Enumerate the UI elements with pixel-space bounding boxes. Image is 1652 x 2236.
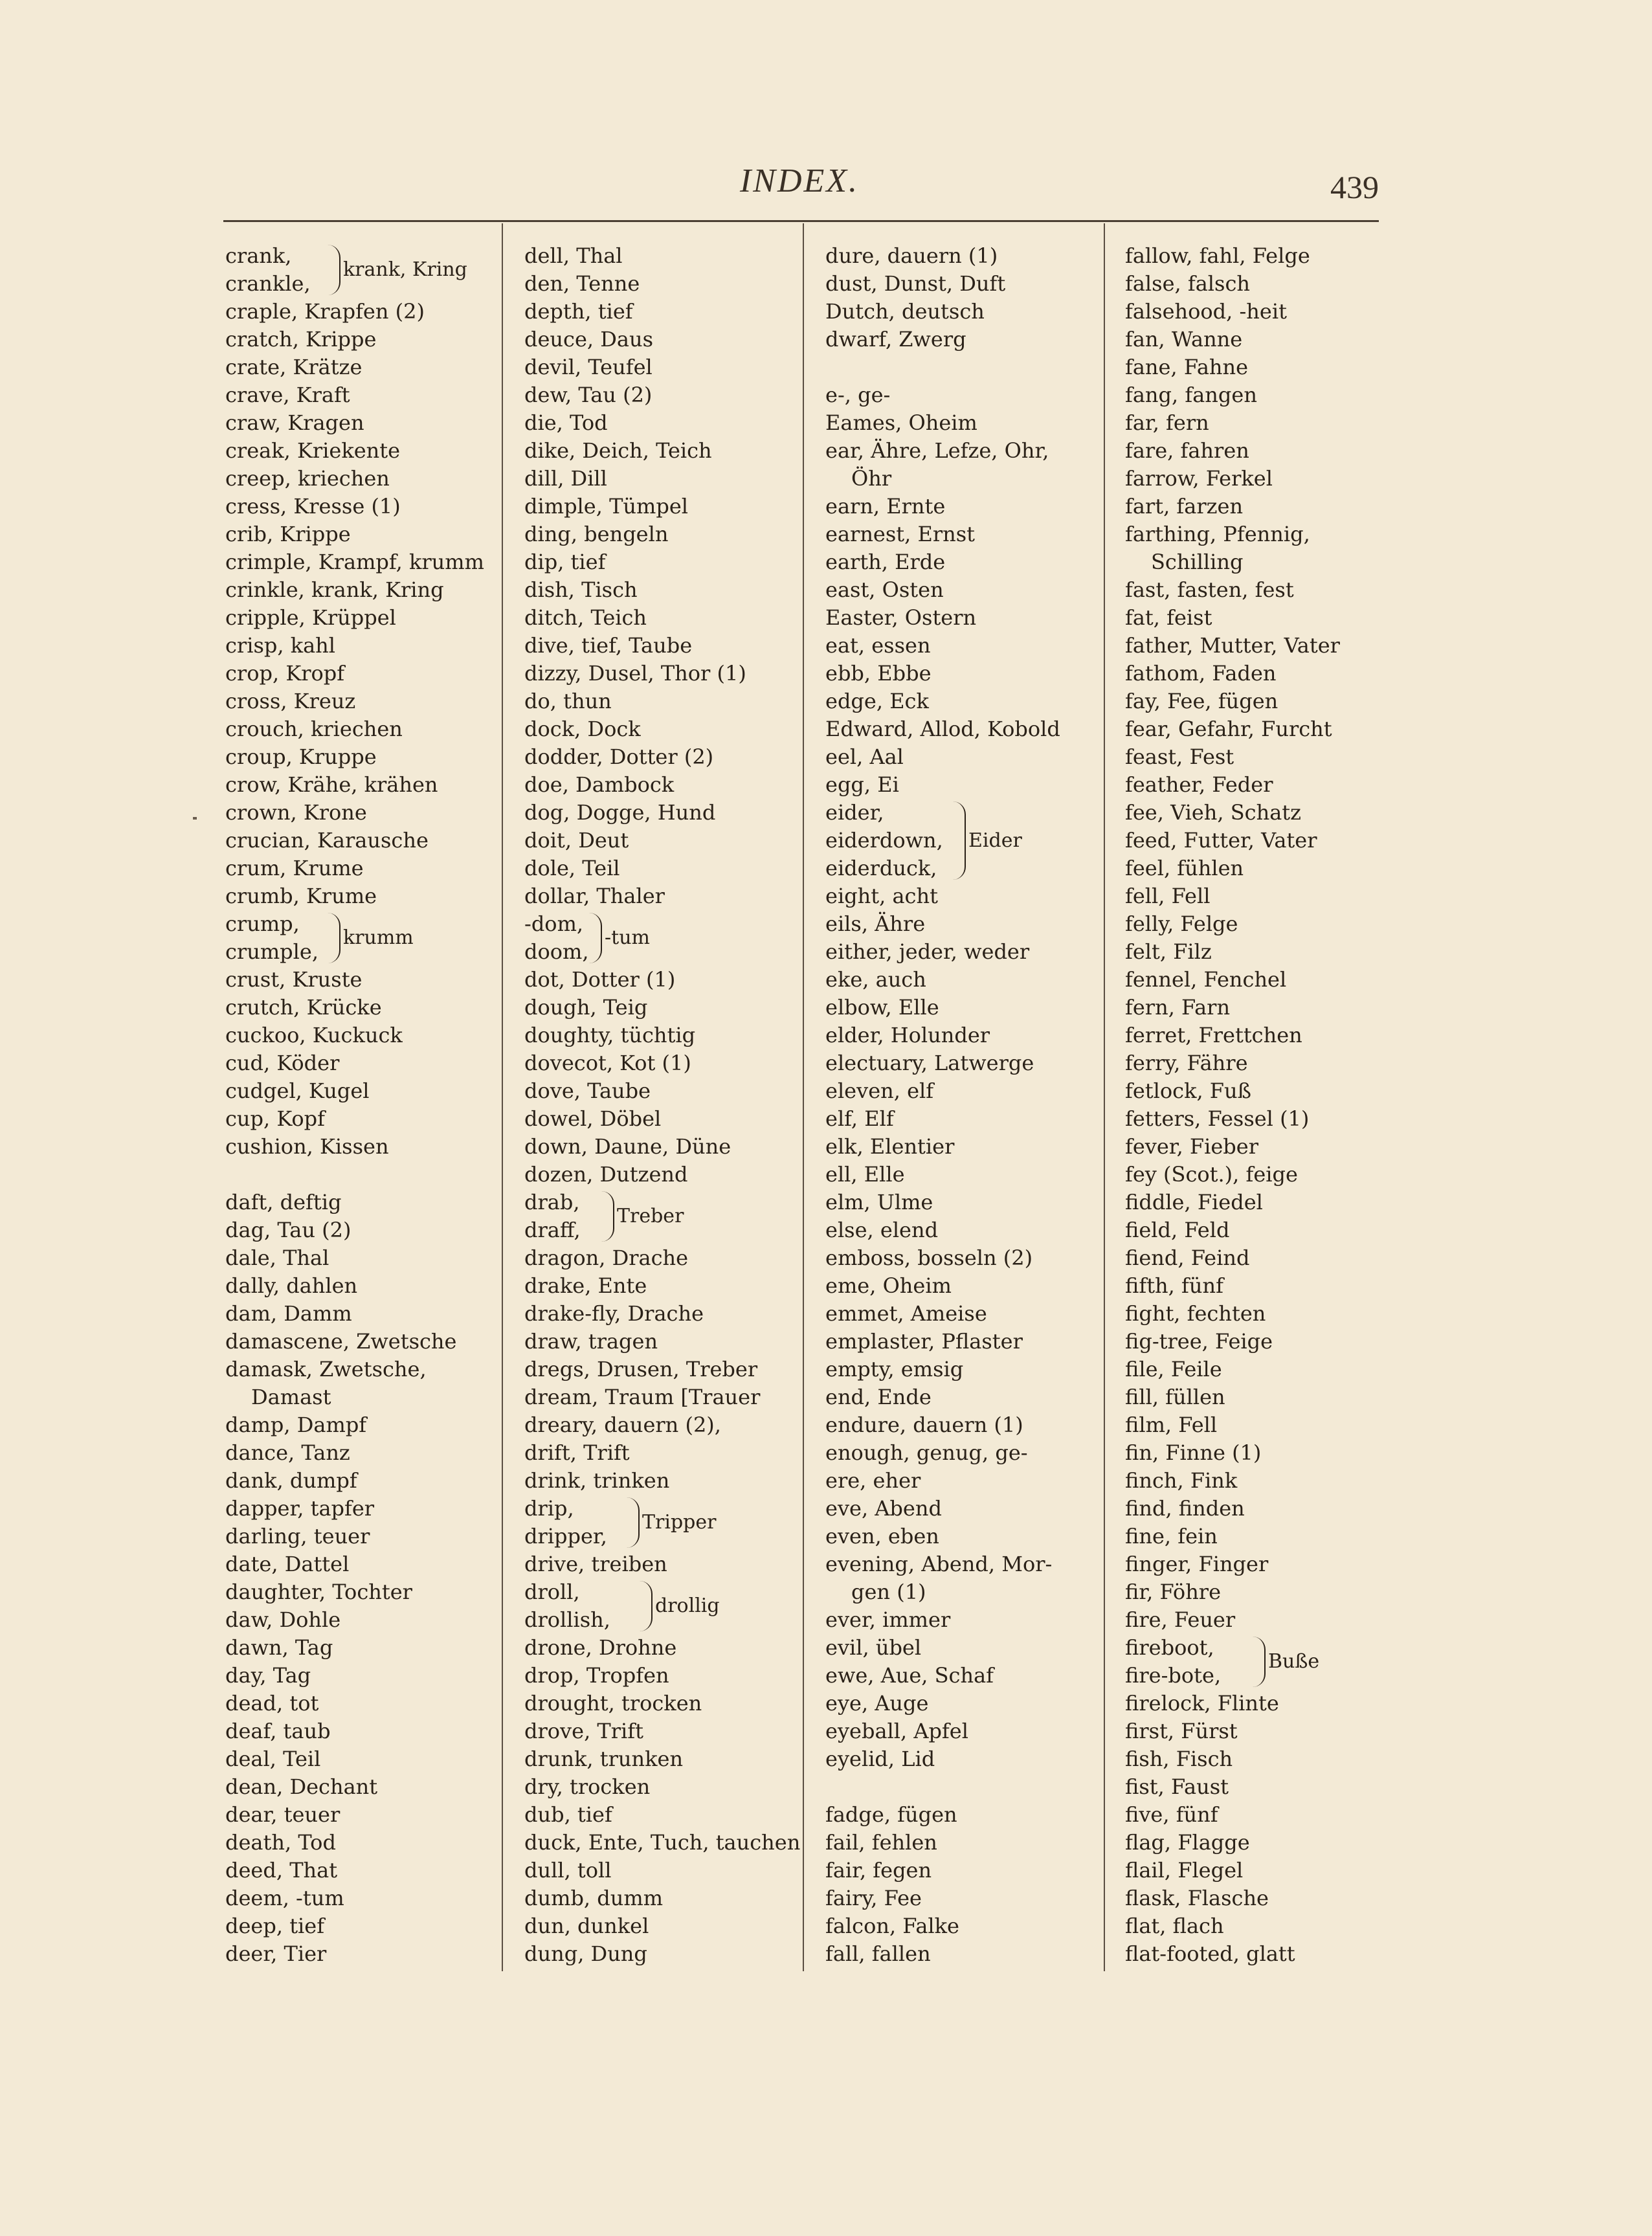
- index-entry: dure, dauern (1): [825, 243, 998, 268]
- index-entry: dag, Tau (2): [225, 1218, 352, 1242]
- index-entry: dear, teuer: [225, 1802, 340, 1827]
- index-entry: Dutch, deutsch: [825, 299, 985, 324]
- index-entry: crust, Kruste: [225, 967, 363, 992]
- index-entry: fire, Feuer: [1125, 1607, 1236, 1632]
- entry-continuation: Schilling: [1151, 550, 1244, 574]
- index-entry: five, fünf: [1125, 1802, 1218, 1827]
- index-entry: drive, treiben: [524, 1552, 667, 1576]
- index-entry: ear, Ähre, Lefze, Ohr,: [825, 438, 1049, 463]
- page-header: [220, 162, 1379, 214]
- index-entry: ditch, Teich: [524, 605, 647, 630]
- index-headword: crumple,: [225, 939, 318, 964]
- index-entry: Easter, Ostern: [825, 605, 977, 630]
- index-entry: damp, Dampf: [225, 1413, 367, 1437]
- brace-mark: [328, 245, 340, 295]
- index-entry: cress, Kresse (1): [225, 494, 401, 519]
- index-entry: feel, fühlen: [1125, 856, 1244, 880]
- index-entry: father, Mutter, Vater: [1125, 633, 1340, 658]
- bracket-group: [524, 1189, 803, 1244]
- index-headword: eiderduck,: [825, 856, 937, 880]
- index-entry: fadge, fügen: [825, 1802, 957, 1827]
- index-column-4: [1125, 242, 1403, 1968]
- index-entry: crinkle, krank, Kring: [225, 577, 444, 602]
- index-entry: emplaster, Pflaster: [825, 1329, 1023, 1354]
- index-entry: either, jeder, weder: [825, 939, 1030, 964]
- index-entry: fifth, fünf: [1125, 1273, 1223, 1298]
- index-entry: crucian, Karausche: [225, 828, 429, 853]
- index-entry: dog, Dogge, Hund: [524, 800, 716, 825]
- index-entry: dry, trocken: [524, 1774, 651, 1799]
- index-entry: falsehood, -heit: [1125, 299, 1287, 324]
- index-headword: doom,: [524, 939, 589, 964]
- index-entry: flat-footed, glatt: [1125, 1941, 1295, 1966]
- index-entry: doit, Deut: [524, 828, 629, 853]
- index-entry: dam, Damm: [225, 1301, 352, 1326]
- index-entry: dell, Thal: [524, 243, 623, 268]
- index-entry: ever, immer: [825, 1607, 951, 1632]
- index-entry: feather, Feder: [1125, 772, 1273, 797]
- index-entry: dregs, Drusen, Treber: [524, 1357, 758, 1381]
- index-entry: drake-fly, Drache: [524, 1301, 704, 1326]
- index-entry: cudgel, Kugel: [225, 1079, 370, 1103]
- index-headword: droll,: [524, 1580, 580, 1604]
- index-entry: Edward, Allod, Kobold: [825, 717, 1060, 741]
- index-entry: craple, Krapfen (2): [225, 299, 425, 324]
- index-entry: dowel, Döbel: [524, 1106, 662, 1131]
- index-entry: ding, bengeln: [524, 522, 669, 546]
- bracket-group: [524, 1578, 803, 1634]
- blank-line: [825, 353, 1104, 381]
- index-entry: dung, Dung: [524, 1941, 647, 1966]
- index-entry: falcon, Falke: [825, 1914, 959, 1938]
- index-entry: creep, kriechen: [225, 466, 390, 491]
- index-entry: daft, deftig: [225, 1190, 342, 1214]
- index-entry: dapper, tapfer: [225, 1496, 375, 1521]
- header-rule: [223, 220, 1379, 222]
- index-entry: dead, tot: [225, 1691, 319, 1716]
- index-entry: dub, tief: [524, 1802, 612, 1827]
- bracket-group: [524, 1495, 803, 1550]
- index-entry: finch, Fink: [1125, 1468, 1238, 1493]
- index-entry: ebb, Ebbe: [825, 661, 932, 686]
- index-entry: deal, Teil: [225, 1747, 321, 1771]
- index-entry: eyelid, Lid: [825, 1747, 935, 1771]
- index-entry: crimple, Krampf, krumm: [225, 550, 484, 574]
- index-entry: dawn, Tag: [225, 1635, 333, 1660]
- index-entry: first, Fürst: [1125, 1719, 1238, 1743]
- page-title: INDEX.: [739, 162, 860, 199]
- index-entry: damask, Zwetsche,: [225, 1357, 427, 1381]
- index-headword: draff,: [524, 1218, 581, 1242]
- index-entry: dodder, Dotter (2): [524, 744, 714, 769]
- index-entry: even, eben: [825, 1524, 939, 1548]
- index-entry: crave, Kraft: [225, 383, 350, 407]
- index-entry: ell, Elle: [825, 1162, 905, 1187]
- index-entry: fallow, fahl, Felge: [1125, 243, 1310, 268]
- index-entry: egg, Ei: [825, 772, 899, 797]
- index-entry: crum, Krume: [225, 856, 364, 880]
- index-entry: ewe, Aue, Schaf: [825, 1663, 994, 1688]
- index-entry: flail, Flegel: [1125, 1858, 1244, 1883]
- index-entry: fane, Fahne: [1125, 355, 1249, 379]
- index-entry: dragon, Drache: [524, 1246, 689, 1270]
- index-entry: eat, essen: [825, 633, 931, 658]
- index-entry: firelock, Flinte: [1125, 1691, 1279, 1716]
- index-entry: die, Tod: [524, 410, 608, 435]
- brace-mark: [589, 913, 602, 963]
- index-entry: ferry, Fähre: [1125, 1051, 1248, 1075]
- index-entry: electuary, Latwerge: [825, 1051, 1034, 1075]
- index-entry: dwarf, Zwerg: [825, 327, 966, 352]
- index-entry: deed, That: [225, 1858, 338, 1883]
- index-entry: fell, Fell: [1125, 884, 1211, 908]
- index-entry: croup, Kruppe: [225, 744, 377, 769]
- index-entry: fat, feist: [1125, 605, 1212, 630]
- index-headword: drollish,: [524, 1607, 610, 1632]
- index-entry: felt, Filz: [1125, 939, 1212, 964]
- index-entry: fetlock, Fuß: [1125, 1079, 1251, 1103]
- index-entry: crop, Kropf: [225, 661, 345, 686]
- index-entry: fart, farzen: [1125, 494, 1244, 519]
- index-entry: fennel, Fenchel: [1125, 967, 1287, 992]
- index-entry: edge, Eck: [825, 689, 929, 713]
- index-entry: deem, -tum: [225, 1886, 344, 1910]
- index-entry: dimple, Tümpel: [524, 494, 689, 519]
- bracket-target: Tripper: [642, 1511, 717, 1534]
- index-entry: dozen, Dutzend: [524, 1162, 688, 1187]
- index-entry: cuckoo, Kuckuck: [225, 1023, 403, 1047]
- index-entry: ferret, Frettchen: [1125, 1023, 1302, 1047]
- index-entry: farthing, Pfennig,: [1125, 522, 1310, 546]
- brace-mark: [328, 913, 340, 963]
- index-entry: damascene, Zwetsche: [225, 1329, 457, 1354]
- index-entry: fish, Fisch: [1125, 1747, 1233, 1771]
- index-entry: drove, Trift: [524, 1719, 643, 1743]
- index-entry: fast, fasten, fest: [1125, 577, 1294, 602]
- index-entry: elk, Elentier: [825, 1134, 955, 1159]
- index-entry: drunk, trunken: [524, 1747, 684, 1771]
- brace-mark: [1253, 1637, 1266, 1687]
- index-entry: else, elend: [825, 1218, 939, 1242]
- index-entry: dally, dahlen: [225, 1273, 358, 1298]
- index-entry: dip, tief: [524, 550, 606, 574]
- index-entry: dean, Dechant: [225, 1774, 378, 1799]
- index-entry: fern, Farn: [1125, 995, 1231, 1020]
- entry-continuation: Öhr: [851, 466, 892, 491]
- bracket-group: [825, 799, 1104, 882]
- index-entry: film, Fell: [1125, 1413, 1218, 1437]
- index-entry: evening, Abend, Mor-: [825, 1552, 1053, 1576]
- index-entry: fetters, Fessel (1): [1125, 1106, 1310, 1131]
- index-entry: end, Ende: [825, 1385, 932, 1409]
- index-entry: eve, Abend: [825, 1496, 942, 1521]
- bracket-target: Buße: [1268, 1650, 1320, 1673]
- index-entry: ere, eher: [825, 1468, 921, 1493]
- index-column-1: [225, 242, 504, 1968]
- index-entry: Eames, Oheim: [825, 410, 977, 435]
- index-entry: dove, Taube: [524, 1079, 651, 1103]
- index-entry: empty, emsig: [825, 1357, 964, 1381]
- index-entry: dreary, dauern (2),: [524, 1413, 721, 1437]
- index-entry: dovecot, Kot (1): [524, 1051, 691, 1075]
- brace-mark: [601, 1191, 614, 1242]
- index-entry: dock, Dock: [524, 717, 641, 741]
- index-entry: fine, fein: [1125, 1524, 1218, 1548]
- index-entry: eils, Ähre: [825, 911, 926, 936]
- index-entry: field, Feld: [1125, 1218, 1230, 1242]
- index-entry: flat, flach: [1125, 1914, 1224, 1938]
- index-headword: fire-bote,: [1125, 1663, 1222, 1688]
- index-entry: drink, trinken: [524, 1468, 670, 1493]
- index-entry: dull, toll: [524, 1858, 612, 1883]
- index-headword: crankle,: [225, 271, 311, 296]
- index-entry: fight, fechten: [1125, 1301, 1266, 1326]
- entry-continuation: gen (1): [851, 1580, 926, 1604]
- index-entry: fiddle, Fiedel: [1125, 1190, 1263, 1214]
- index-headword: crank,: [225, 243, 292, 268]
- index-entry: eyeball, Apfel: [825, 1719, 968, 1743]
- index-entry: dollar, Thaler: [524, 884, 665, 908]
- index-entry: depth, tief: [524, 299, 633, 324]
- index-entry: find, finden: [1125, 1496, 1245, 1521]
- index-entry: e-, ge-: [825, 383, 891, 407]
- index-entry: flask, Flasche: [1125, 1886, 1269, 1910]
- index-entry: crumb, Krume: [225, 884, 377, 908]
- index-entry: fair, fegen: [825, 1858, 932, 1883]
- index-entry: fir, Föhre: [1125, 1580, 1222, 1604]
- index-entry: fathom, Faden: [1125, 661, 1277, 686]
- index-entry: crisp, kahl: [225, 633, 336, 658]
- index-entry: far, fern: [1125, 410, 1209, 435]
- index-entry: drought, trocken: [524, 1691, 702, 1716]
- brace-mark: [627, 1497, 640, 1548]
- index-entry: fan, Wanne: [1125, 327, 1243, 352]
- index-entry: eight, acht: [825, 884, 938, 908]
- index-entry: devil, Teufel: [524, 355, 653, 379]
- index-entry: darling, teuer: [225, 1524, 370, 1548]
- index-entry: fay, Fee, fügen: [1125, 689, 1278, 713]
- index-entry: emmet, Ameise: [825, 1301, 987, 1326]
- index-entry: cud, Köder: [225, 1051, 340, 1075]
- index-entry: cushion, Kissen: [225, 1134, 389, 1159]
- index-entry: fist, Faust: [1125, 1774, 1229, 1799]
- index-entry: drift, Trift: [524, 1440, 630, 1465]
- index-entry: den, Tenne: [524, 271, 640, 296]
- index-entry: duck, Ente, Tuch, tauchen: [524, 1830, 801, 1855]
- index-entry: eme, Oheim: [825, 1273, 952, 1298]
- index-entry: file, Feile: [1125, 1357, 1222, 1381]
- index-entry: dot, Dotter (1): [524, 967, 676, 992]
- index-column-2: [524, 242, 803, 1968]
- index-entry: elbow, Elle: [825, 995, 939, 1020]
- index-entry: daw, Dohle: [225, 1607, 341, 1632]
- index-entry: fairy, Fee: [825, 1886, 922, 1910]
- index-entry: fin, Finne (1): [1125, 1440, 1262, 1465]
- bracket-group: [225, 242, 504, 298]
- brace-mark: [953, 801, 966, 880]
- index-entry: eke, auch: [825, 967, 926, 992]
- index-entry: crutch, Krücke: [225, 995, 382, 1020]
- index-entry: fail, fehlen: [825, 1830, 937, 1855]
- index-entry: cratch, Krippe: [225, 327, 377, 352]
- index-entry: crate, Krätze: [225, 355, 363, 379]
- index-entry: finger, Finger: [1125, 1552, 1269, 1576]
- bracket-target: krumm: [343, 926, 414, 949]
- index-entry: crib, Krippe: [225, 522, 351, 546]
- bracket-target: Treber: [617, 1205, 684, 1227]
- index-headword: eiderdown,: [825, 828, 943, 853]
- index-headword: drab,: [524, 1190, 580, 1214]
- index-entry: farrow, Ferkel: [1125, 466, 1273, 491]
- brace-mark: [640, 1581, 653, 1631]
- index-entry: east, Osten: [825, 577, 944, 602]
- index-entry: dizzy, Dusel, Thor (1): [524, 661, 746, 686]
- index-entry: dive, tief, Taube: [524, 633, 693, 658]
- index-entry: doe, Dambock: [524, 772, 675, 797]
- index-entry: earnest, Ernst: [825, 522, 976, 546]
- index-entry: cup, Kopf: [225, 1106, 325, 1131]
- index-entry: deer, Tier: [225, 1941, 327, 1966]
- index-entry: cripple, Krüppel: [225, 605, 396, 630]
- index-entry: flag, Flagge: [1125, 1830, 1250, 1855]
- index-entry: fare, fahren: [1125, 438, 1249, 463]
- bracket-target: drollig: [655, 1594, 720, 1617]
- index-entry: drop, Tropfen: [524, 1663, 669, 1688]
- index-entry: elm, Ulme: [825, 1190, 933, 1214]
- index-entry: day, Tag: [225, 1663, 311, 1688]
- index-column-3: [825, 242, 1104, 1968]
- index-entry: elder, Holunder: [825, 1023, 990, 1047]
- index-entry: dun, dunkel: [524, 1914, 649, 1938]
- index-entry: fear, Gefahr, Furcht: [1125, 717, 1332, 741]
- index-entry: drake, Ente: [524, 1273, 647, 1298]
- index-headword: fireboot,: [1125, 1635, 1214, 1660]
- index-entry: felly, Felge: [1125, 911, 1238, 936]
- index-entry: evil, übel: [825, 1635, 922, 1660]
- index-entry: dream, Traum [Trauer: [524, 1385, 761, 1409]
- blank-line: [825, 1773, 1104, 1801]
- bracket-target: -tum: [605, 926, 650, 949]
- index-entry: fever, Fieber: [1125, 1134, 1259, 1159]
- blank-line: [225, 1161, 504, 1189]
- index-entry: dill, Dill: [524, 466, 607, 491]
- index-entry: draw, tragen: [524, 1329, 658, 1354]
- index-entry: craw, Kragen: [225, 410, 364, 435]
- index-entry: creak, Kriekente: [225, 438, 401, 463]
- index-entry: endure, dauern (1): [825, 1413, 1023, 1437]
- bracket-group: [225, 910, 504, 966]
- index-headword: crump,: [225, 911, 300, 936]
- index-entry: enough, genug, ge-: [825, 1440, 1028, 1465]
- index-entry: fee, Vieh, Schatz: [1125, 800, 1301, 825]
- index-entry: dough, Teig: [524, 995, 648, 1020]
- index-entry: cross, Kreuz: [225, 689, 356, 713]
- index-entry: fiend, Feind: [1125, 1246, 1250, 1270]
- index-entry: crown, Krone: [225, 800, 367, 825]
- index-entry: dust, Dunst, Duft: [825, 271, 1006, 296]
- index-entry: eel, Aal: [825, 744, 904, 769]
- index-entry: emboss, bosseln (2): [825, 1246, 1033, 1270]
- column-divider: [1104, 223, 1105, 1971]
- index-headword: -dom,: [524, 911, 584, 936]
- bracket-target: Eider: [968, 829, 1022, 852]
- index-entry: crow, Krähe, krähen: [225, 772, 438, 797]
- index-entry: fig-tree, Feige: [1125, 1329, 1273, 1354]
- index-entry: feast, Fest: [1125, 744, 1234, 769]
- index-entry: crouch, kriechen: [225, 717, 403, 741]
- index-entry: dumb, dumm: [524, 1886, 664, 1910]
- index-entry: dale, Thal: [225, 1246, 329, 1270]
- column-divider: [803, 223, 804, 1971]
- index-entry: dish, Tisch: [524, 577, 638, 602]
- entry-continuation: Damast: [251, 1385, 331, 1409]
- index-entry: elf, Elf: [825, 1106, 894, 1131]
- index-entry: deep, tief: [225, 1914, 325, 1938]
- bracket-group: [1125, 1634, 1403, 1690]
- index-entry: drone, Drohne: [524, 1635, 677, 1660]
- index-entry: dance, Tanz: [225, 1440, 350, 1465]
- index-entry: fey (Scot.), feige: [1125, 1162, 1298, 1187]
- index-entry: earn, Ernte: [825, 494, 946, 519]
- index-entry: do, thun: [524, 689, 612, 713]
- index-entry: down, Daune, Düne: [524, 1134, 731, 1159]
- index-entry: fang, fangen: [1125, 383, 1257, 407]
- index-entry: fall, fallen: [825, 1941, 931, 1966]
- index-entry: fill, füllen: [1125, 1385, 1225, 1409]
- index-entry: doughty, tüchtig: [524, 1023, 696, 1047]
- index-entry: dike, Deich, Teich: [524, 438, 712, 463]
- index-entry: eye, Auge: [825, 1691, 929, 1716]
- index-entry: dole, Teil: [524, 856, 620, 880]
- page-number: 439: [1330, 169, 1379, 205]
- index-headword: dripper,: [524, 1524, 607, 1548]
- index-entry: deuce, Daus: [524, 327, 653, 352]
- index-entry: eleven, elf: [825, 1079, 934, 1103]
- index-headword: eider,: [825, 800, 884, 825]
- index-entry: death, Tod: [225, 1830, 336, 1855]
- index-entry: dank, dumpf: [225, 1468, 357, 1493]
- index-entry: dew, Tau (2): [524, 383, 653, 407]
- index-entry: daughter, Tochter: [225, 1580, 412, 1604]
- index-entry: feed, Futter, Vater: [1125, 828, 1317, 853]
- index-entry: date, Dattel: [225, 1552, 350, 1576]
- index-entry: deaf, taub: [225, 1719, 331, 1743]
- bracket-group: [524, 910, 803, 966]
- index-entry: false, falsch: [1125, 271, 1250, 296]
- bracket-target: krank, Kring: [343, 258, 467, 281]
- index-entry: earth, Erde: [825, 550, 946, 574]
- page-speck: [193, 817, 197, 820]
- index-headword: drip,: [524, 1496, 574, 1521]
